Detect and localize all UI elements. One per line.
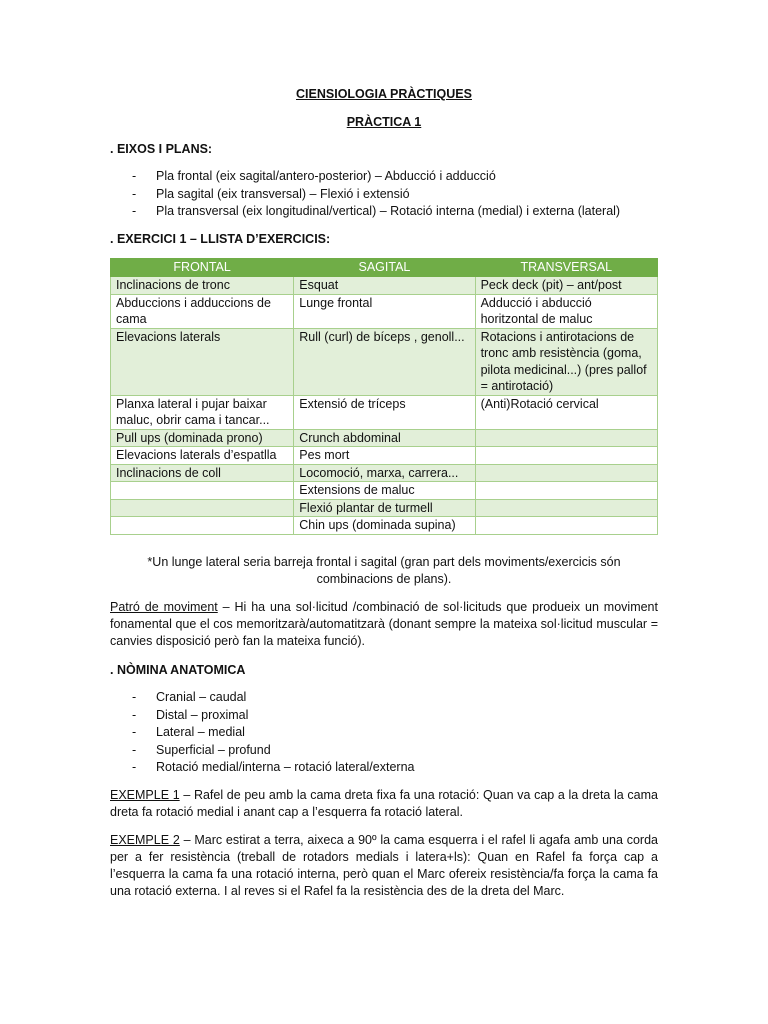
table-cell: Peck deck (pit) – ant/post	[475, 277, 657, 295]
patro-paragraph	[110, 599, 658, 650]
table-row	[111, 328, 658, 395]
table-cell	[475, 464, 657, 482]
table-cell: Inclinacions de coll	[111, 464, 294, 482]
column-header: SAGITAL	[294, 259, 475, 277]
table-header-row	[111, 259, 658, 277]
table-cell: Elevacions laterals	[111, 328, 294, 395]
page-title: CIENSIOLOGIA PRÀCTIQUES	[296, 87, 472, 101]
exercise-table	[110, 258, 658, 535]
list-item: - Pla transversal (eix longitudinal/vertical) – Rotació interna (medial) i externa (lateral)	[110, 203, 658, 221]
table-row	[111, 482, 658, 500]
table-cell: Lunge frontal	[294, 294, 475, 328]
table-row	[111, 464, 658, 482]
table-cell	[475, 482, 657, 500]
table-cell: Locomoció, marxa, carrera...	[294, 464, 475, 482]
column-header: FRONTAL	[111, 259, 294, 277]
table-cell	[475, 499, 657, 517]
list-item: - Pla frontal (eix sagital/antero-posterior) – Abducció i adducció	[110, 168, 658, 186]
table-cell: Planxa lateral i pujar baixar maluc, obrir cama i tancar...	[111, 395, 294, 429]
table-cell: Flexió plantar de turmell	[294, 499, 475, 517]
table-cell: Crunch abdominal	[294, 429, 475, 447]
table-cell: Esquat	[294, 277, 475, 295]
table-cell: Rotacions i antirotacions de tronc amb resistència (goma, pilota medicinal...) (pres pallof = antirotació)	[475, 328, 657, 395]
table-row	[111, 517, 658, 535]
table-cell: Extensions de maluc	[294, 482, 475, 500]
table-cell: Extensió de tríceps	[294, 395, 475, 429]
list-item: - Rotació medial/interna – rotació lateral/externa	[110, 759, 658, 777]
table-cell: Abduccions i adduccions de cama	[111, 294, 294, 328]
list-item: - Cranial – caudal	[110, 689, 658, 707]
table-row	[111, 294, 658, 328]
patro-text: – Hi ha una sol·licitud /combinació de sol·licituds que produeix un moviment fonamental que el cos memoritzarà/automatitzarà (donant sempre la mateixa sol·licitud muscular = canvies disposició però fan la mateixa funció).	[110, 600, 658, 648]
example-2-paragraph	[110, 832, 658, 900]
table-row	[111, 429, 658, 447]
planes-list	[110, 168, 658, 221]
table-cell: Chin ups (dominada supina)	[294, 517, 475, 535]
table-cell	[475, 447, 657, 465]
example-2-text: – Marc estirat a terra, aixeca a 90º la cama esquerra i el rafel li agafa amb una corda per a fer resistència (treball de rotadors medials i latera+ls): Quan en Rafel fa força cap a l’esquerra la cama fa una rotació interna, però quan el Marc ofereix resistència/fa força la cama fa una rotació externa. I al reves si el Rafel fa la resistència des de la dreta del Marc.	[110, 833, 658, 898]
table-cell: (Anti)Rotació cervical	[475, 395, 657, 429]
table-cell	[475, 429, 657, 447]
column-header: TRANSVERSAL	[475, 259, 657, 277]
section-heading-exercici: . EXERCICI 1 – LLISTA D’EXERCICIS:	[110, 232, 331, 246]
table-cell: Elevacions laterals d’espatlla	[111, 447, 294, 465]
nomina-list	[110, 689, 658, 777]
table-row	[111, 499, 658, 517]
patro-label: Patró de moviment	[110, 600, 218, 614]
table-row	[111, 447, 658, 465]
example-2-label: EXEMPLE 2	[110, 833, 180, 847]
page-subtitle: PRÀCTICA 1	[346, 115, 422, 129]
table-row	[111, 395, 658, 429]
table-cell: Inclinacions de tronc	[111, 277, 294, 295]
example-1-label: EXEMPLE 1	[110, 788, 180, 802]
table-cell	[111, 482, 294, 500]
table-cell	[475, 517, 657, 535]
list-item: - Lateral – medial	[110, 724, 658, 742]
section-heading-eixos: . EIXOS I PLANS:	[110, 142, 213, 156]
list-item: - Superficial – profund	[110, 742, 658, 760]
table-note: *Un lunge lateral seria barreja frontal i sagital (gran part dels moviments/exercicis són combinacions de plans).	[147, 555, 621, 586]
table-row	[111, 277, 658, 295]
example-1-text: – Rafel de peu amb la cama dreta fixa fa una rotació: Quan va cap a la dreta la cama dreta fa rotació medial i anant cap a l’esquerra fa rotació lateral.	[110, 788, 658, 819]
table-cell	[111, 499, 294, 517]
list-item: - Distal – proximal	[110, 707, 658, 725]
table-cell: Rull (curl) de bíceps , genoll...	[294, 328, 475, 395]
list-item: - Pla sagital (eix transversal) – Flexió i extensió	[110, 186, 658, 204]
section-heading-nomina: . NÒMINA ANATOMICA	[110, 663, 246, 677]
table-cell: Pes mort	[294, 447, 475, 465]
table-cell: Adducció i abducció horitzontal de maluc	[475, 294, 657, 328]
example-1-paragraph	[110, 787, 658, 821]
table-cell	[111, 517, 294, 535]
table-cell: Pull ups (dominada prono)	[111, 429, 294, 447]
